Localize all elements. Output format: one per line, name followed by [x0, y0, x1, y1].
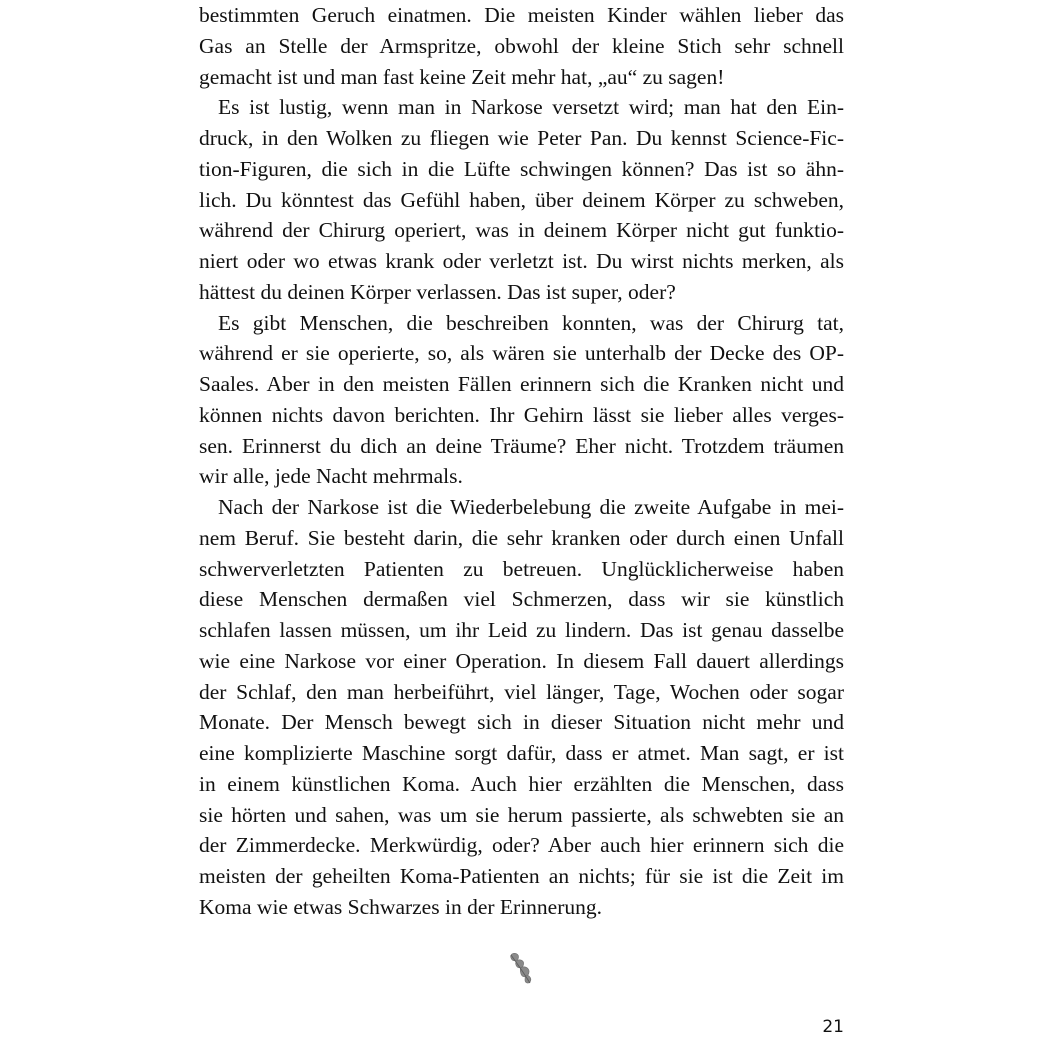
- text-line: Saales. Aber in den meisten Fällen erinnern sich die Kranken nicht und: [199, 372, 844, 396]
- text-line: eine komplizierte Maschine sorgt dafür, dass er atmet. Man sagt, er ist: [199, 741, 844, 765]
- text-line: wir alle, jede Nacht mehrmals.: [199, 464, 463, 489]
- text-line: lich. Du könntest das Gefühl haben, über deinem Körper zu schweben,: [199, 187, 844, 212]
- text-line: sen. Erinnerst du dich an deine Träume? Eher nicht. Trotzdem träumen: [199, 433, 844, 458]
- text-line: während der Chirurg operiert, was in deinem Körper nicht gut funktio-: [199, 218, 844, 243]
- text-line: diese Menschen dermaßen viel Schmerzen, dass wir sie künstlich: [199, 587, 844, 612]
- leaf-ornament-icon: [506, 950, 536, 986]
- text-line: wie eine Narkose vor einer Operation. In diesem Fall dauert allerdings: [199, 648, 844, 673]
- paragraph: [199, 92, 844, 307]
- text-line: schlafen lassen müssen, um ihr Leid zu lindern. Das ist genau dasselbe: [199, 618, 844, 642]
- text-line: niert oder wo etwas krank oder verletzt ist. Du wirst nichts merken, als: [199, 249, 844, 273]
- text-line: gemacht ist und man fast keine Zeit mehr hat, „au“ zu sagen!: [199, 64, 725, 89]
- text-line: Monate. Der Mensch bewegt sich in dieser Situation nicht mehr und: [199, 710, 844, 735]
- text-line: tion-Figuren, die sich in die Lüfte schwingen können? Das ist so ähn-: [199, 156, 844, 181]
- text-line: Gas an Stelle der Armspritze, obwohl der kleine Stich sehr schnell: [199, 33, 844, 58]
- text-line: schwerverletzten Patienten zu betreuen. Unglücklicherweise haben: [199, 556, 844, 581]
- text-line: sie hörten und sahen, was um sie herum passierte, als schwebten sie an: [199, 802, 844, 827]
- text-line: während er sie operierte, so, als wären sie unterhalb der Decke des OP-: [199, 341, 844, 366]
- text-line: Koma wie etwas Schwarzes in der Erinnerung.: [199, 894, 602, 919]
- text-line: hättest du deinen Körper verlassen. Das ist super, oder?: [199, 279, 676, 304]
- text-line: Es gibt Menschen, die beschreiben konnten, was der Chirurg tat,: [218, 310, 844, 335]
- text-line: nem Beruf. Sie besteht darin, die sehr kranken oder durch einen Unfall: [199, 525, 844, 550]
- text-line: Es ist lustig, wenn man in Narkose versetzt wird; man hat den Ein-: [218, 95, 844, 120]
- text-line: der Schlaf, den man herbeiführt, viel länger, Tage, Wochen oder sogar: [199, 679, 844, 704]
- paragraph: [199, 492, 844, 923]
- text-line: können nichts davon berichten. Ihr Gehirn lässt sie lieber alles verges-: [199, 402, 844, 427]
- text-line: Nach der Narkose ist die Wiederbelebung die zweite Aufgabe in mei-: [218, 495, 844, 519]
- page-number: 21: [822, 1017, 844, 1037]
- text-line: druck, in den Wolken zu fliegen wie Peter Pan. Du kennst Science-Fic-: [199, 126, 844, 150]
- text-line: der Zimmerdecke. Merkwürdig, oder? Aber auch hier erinnern sich die: [199, 833, 844, 858]
- text-line: in einem künstlichen Koma. Auch hier erzählten die Menschen, dass: [199, 771, 844, 796]
- paragraph: [199, 308, 844, 493]
- text-line: meisten der geheilten Koma-Patienten an nichts; für sie ist die Zeit im: [199, 864, 844, 888]
- body-text: [199, 0, 844, 923]
- text-line: bestimmten Geruch einatmen. Die meisten Kinder wählen lieber das: [199, 3, 844, 27]
- paragraph: [199, 0, 844, 92]
